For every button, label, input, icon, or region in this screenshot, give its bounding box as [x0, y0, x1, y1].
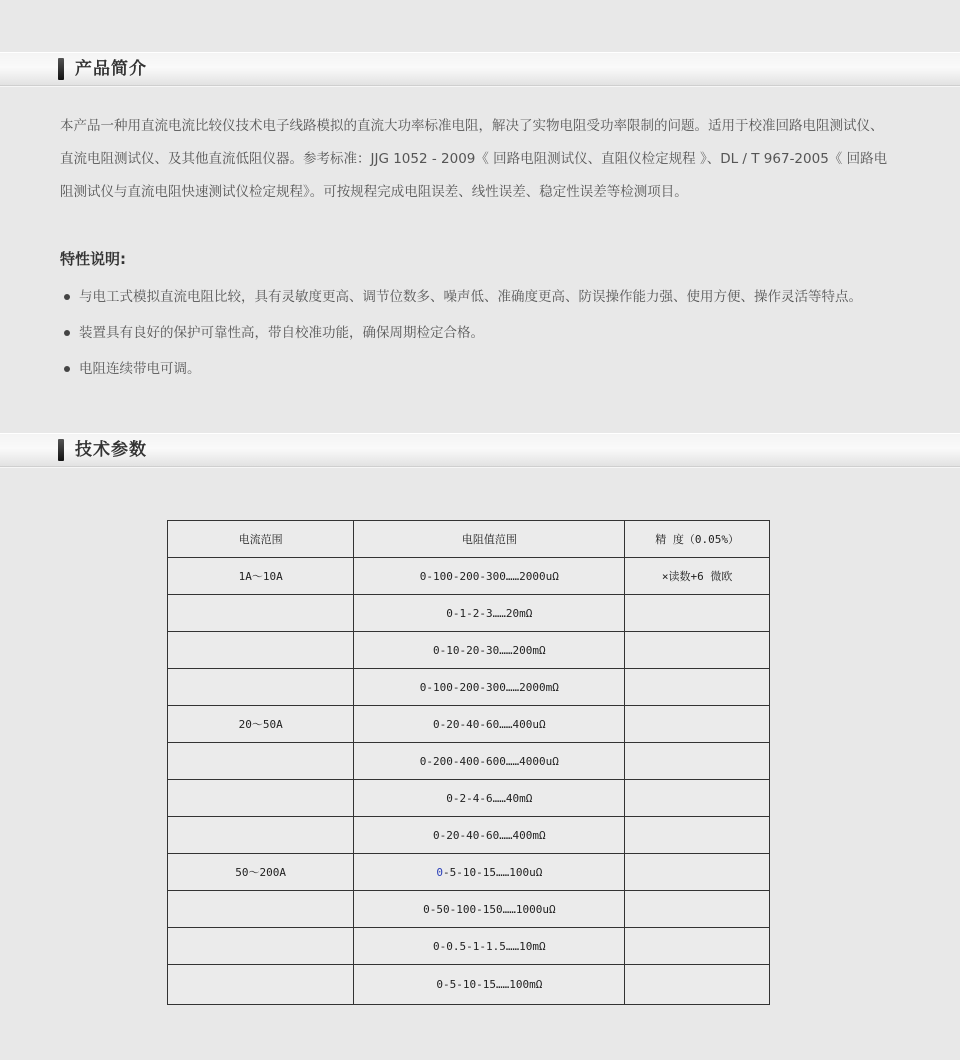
table-row — [168, 891, 770, 928]
features-list — [62, 279, 912, 387]
resistance-value: 0-1-2-3……20mΩ — [446, 606, 533, 620]
section-title-intro: 产品简介 — [75, 59, 147, 79]
cell-current: 20～50A — [168, 706, 354, 743]
table-row — [168, 558, 770, 595]
cell-resistance — [354, 891, 625, 928]
table-row — [168, 817, 770, 854]
cell-accuracy — [625, 928, 770, 965]
cell-resistance — [354, 706, 625, 743]
cell-accuracy — [625, 965, 770, 1005]
table-row — [168, 854, 770, 891]
cell-current — [168, 780, 354, 817]
resistance-value: 0-0.5-1-1.5……10mΩ — [433, 939, 546, 953]
resistance-value: 0-20-40-60……400mΩ — [433, 828, 546, 842]
cell-resistance — [354, 817, 625, 854]
table-row — [168, 928, 770, 965]
cell-accuracy — [625, 854, 770, 891]
table-row — [168, 706, 770, 743]
resistance-value: 0-10-20-30……200mΩ — [433, 643, 546, 657]
cell-resistance — [354, 558, 625, 595]
cell-current — [168, 928, 354, 965]
cell-accuracy — [625, 595, 770, 632]
cell-resistance — [354, 595, 625, 632]
cell-resistance — [354, 743, 625, 780]
cell-resistance — [354, 854, 625, 891]
section-header-intro — [0, 52, 960, 86]
cell-current — [168, 595, 354, 632]
table-row — [168, 595, 770, 632]
list-item — [62, 315, 912, 351]
bullet-icon — [64, 294, 70, 300]
resistance-lead: 0 — [436, 865, 443, 879]
cell-accuracy — [625, 743, 770, 780]
table-header-row — [168, 521, 770, 558]
feature-text: 装置具有良好的保护可靠性高，带自校准功能，确保周期检定合格。 — [79, 325, 484, 341]
feature-text: 与电工式模拟直流电阻比较，具有灵敏度更高、调节位数多、噪声低、准确度更高、防误操作能力强、使用方便、操作灵活等特点。 — [79, 289, 862, 305]
resistance-value: 0-200-400-600……4000uΩ — [419, 754, 559, 768]
cell-accuracy — [625, 817, 770, 854]
cell-resistance — [354, 632, 625, 669]
cell-accuracy — [625, 780, 770, 817]
resistance-value: 0-20-40-60……400uΩ — [433, 717, 546, 731]
cell-current — [168, 743, 354, 780]
list-item — [62, 351, 912, 387]
intro-paragraph: 本产品一种用直流电流比较仪技术电子线路模拟的直流大功率标准电阻，解决了实物电阻受功率限制的问题。适用于校准回路电阻测试仪、直流电阻测试仪、及其他直流低阻仪器。参考标准：JJG 1052 - 2009《 回路电阻测试仪、直阻仪检定规程 》、DL / T 967-2005《 回路电阻测试仪与直流电阻快速测试仪检定规程》。可按规程完成电阻误差、线性误差、稳定性误差等检测项目。 — [60, 118, 888, 200]
section-title-params: 技术参数 — [75, 440, 147, 460]
features-title: 特性说明: — [60, 250, 126, 268]
cell-accuracy — [625, 891, 770, 928]
cell-current: 50～200A — [168, 854, 354, 891]
resistance-value: 0-100-200-300……2000mΩ — [419, 680, 559, 694]
feature-text: 电阻连续带电可调。 — [79, 361, 201, 377]
cell-current — [168, 817, 354, 854]
bullet-icon — [64, 366, 70, 372]
table-row — [168, 632, 770, 669]
cell-accuracy — [625, 669, 770, 706]
resistance-value: 0-100-200-300……2000uΩ — [419, 569, 559, 583]
header-resistance-range: 电阻值范围 — [354, 521, 625, 558]
bullet-icon — [64, 330, 70, 336]
cell-current — [168, 891, 354, 928]
resistance-value: 0-5-10-15……100mΩ — [436, 978, 543, 991]
cell-accuracy — [625, 706, 770, 743]
cell-current: 1A～10A — [168, 558, 354, 595]
resistance-value: -5-10-15……100uΩ — [442, 865, 543, 879]
cell-resistance — [354, 780, 625, 817]
cell-current — [168, 965, 354, 1005]
cell-accuracy: ×读数+6 微欧 — [625, 558, 770, 595]
cell-resistance — [354, 965, 625, 1005]
cell-accuracy — [625, 632, 770, 669]
list-item — [62, 279, 912, 315]
cell-current — [168, 669, 354, 706]
cell-resistance — [354, 669, 625, 706]
cell-current — [168, 632, 354, 669]
section-header-params — [0, 433, 960, 467]
resistance-value: 0-50-100-150……1000uΩ — [423, 902, 556, 916]
cell-resistance — [354, 928, 625, 965]
parameters-table — [167, 520, 770, 1005]
table-row — [168, 965, 770, 1005]
table-row — [168, 780, 770, 817]
section-marker-icon — [58, 58, 64, 80]
table-row — [168, 743, 770, 780]
header-current-range: 电流范围 — [168, 521, 354, 558]
section-marker-icon — [58, 439, 64, 461]
table-row — [168, 669, 770, 706]
header-accuracy: 精 度（0.05%） — [625, 521, 770, 558]
resistance-value: 0-2-4-6……40mΩ — [446, 791, 533, 805]
